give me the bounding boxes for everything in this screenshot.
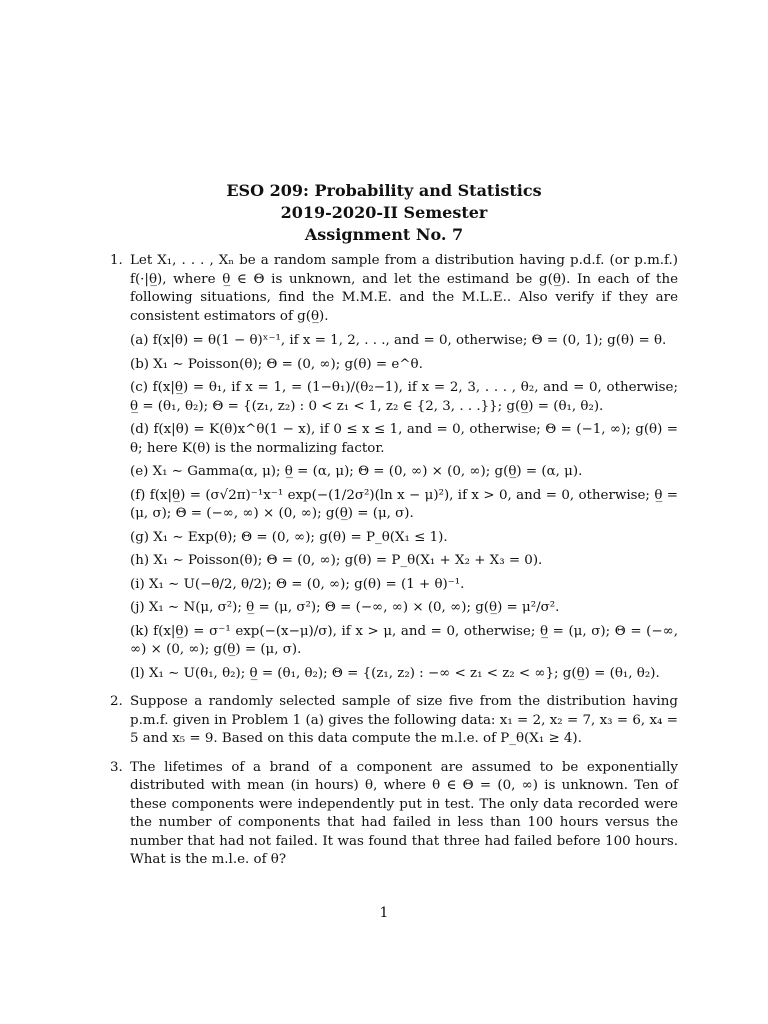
problem-statement: Suppose a randomly selected sample of size five from the distribution having p.m.f. given in Problem 1 (a) gives the following data: x₁ = 2, x₂ = 7, x₃ = 6, x₄ = 5 and x₅ = 9. Based on this data compute the m.l.e. of P_θ(X₁ ≥ 4). [130, 694, 678, 746]
subpart-k: (k) f(x|θ̲) = σ⁻¹ exp(−(x−μ)/σ), if x > μ, and = 0, otherwise; θ̲ = (μ, σ); Θ = (−∞, ∞) × (0, ∞); g(θ̲) = (μ, σ). [130, 623, 678, 657]
subpart-i: (i) X₁ ∼ U(−θ/2, θ/2); Θ = (0, ∞); g(θ) = (1 + θ)⁻¹. [130, 576, 465, 592]
problem-statement: Let X₁, . . . , Xₙ be a random sample from a distribution having p.d.f. (or p.m.f.) f(·|θ̲), where θ̲ ∈ Θ is unknown, and let the estimand be g(θ̲). In each of the following situations, find the M.M.E. and the M.L.E.. Also verify if they are consistent estimators of g(θ̲). [130, 253, 678, 324]
subpart-g: (g) X₁ ∼ Exp(θ); Θ = (0, ∞); g(θ) = P_θ(X₁ ≤ 1). [130, 529, 448, 545]
problem-number: 1. [110, 253, 123, 268]
subpart-e: (e) X₁ ∼ Gamma(α, μ); θ̲ = (α, μ); Θ = (0, ∞) × (0, ∞); g(θ̲) = (α, μ). [130, 464, 583, 479]
subpart-h: (h) X₁ ∼ Poisson(θ); Θ = (0, ∞); g(θ) = P_θ(X₁ + X₂ + X₃ = 0). [130, 553, 543, 568]
problem-1 [108, 252, 678, 683]
semester-title: 2019-2020-II Semester [280, 203, 488, 222]
subpart-l: (l) X₁ ∼ U(θ₁, θ₂); θ̲ = (θ₁, θ₂); Θ = {(z₁, z₂) : −∞ < z₁ < z₂ < ∞}; g(θ̲) = (θ₁, θ₂). [130, 665, 660, 681]
assignment-title: Assignment No. 7 [304, 225, 464, 244]
subpart-f: (f) f(x|θ̲) = (σ√2π)⁻¹x⁻¹ exp(−(1/2σ²)(ln x − μ)²), if x > 0, and = 0, otherwise; θ̲ = (μ, σ); Θ = (−∞, ∞) × (0, ∞); g(θ̲) = (μ, σ). [130, 487, 678, 521]
subpart-j: (j) X₁ ∼ N(μ, σ²); θ̲ = (μ, σ²); Θ = (−∞, ∞) × (0, ∞); g(θ̲) = μ²/σ². [130, 600, 560, 615]
problem-number: 2. [110, 694, 123, 709]
subpart-c: (c) f(x|θ̲) = θ₁, if x = 1, = (1−θ₁)/(θ₂−1), if x = 2, 3, . . . , θ₂, and = 0, otherwise; θ̲ = (θ₁, θ₂); Θ = {(z₁, z₂) : 0 < z₁ < 1, z₂ ∈ {2, 3, . . .}}; g(θ̲) = (θ₁, θ₂). [130, 380, 678, 414]
subpart-d: (d) f(x|θ) = K(θ)x^θ(1 − x), if 0 ≤ x ≤ 1, and = 0, otherwise; Θ = (−1, ∞); g(θ) = θ; here K(θ) is the normalizing factor. [130, 422, 678, 456]
problem-list [108, 252, 678, 880]
page-number: 1 [379, 905, 389, 921]
course-title: ESO 209: Probability and Statistics [226, 181, 542, 200]
problem-statement: The lifetimes of a brand of a component are assumed to be exponentially distributed with mean (in hours) θ, where θ ∈ Θ = (0, ∞) is unknown. Ten of these components were independently put in test. The only data recorded were the number of components that had failed in less than 100 hours versus the number that had not failed. It was found that three had failed before 100 hours. What is the m.l.e. of θ? [130, 759, 678, 867]
subpart-b: (b) X₁ ∼ Poisson(θ); Θ = (0, ∞); g(θ) = e^θ. [130, 356, 423, 372]
problem-number: 3. [110, 759, 123, 775]
subpart-a: (a) f(x|θ) = θ(1 − θ)ˣ⁻¹, if x = 1, 2, . . ., and = 0, otherwise; Θ = (0, 1); g(θ) = θ. [130, 333, 667, 348]
problem-2 [108, 693, 678, 749]
document-header [0, 180, 768, 246]
problem-3 [108, 759, 678, 870]
subpart-list [130, 332, 678, 683]
